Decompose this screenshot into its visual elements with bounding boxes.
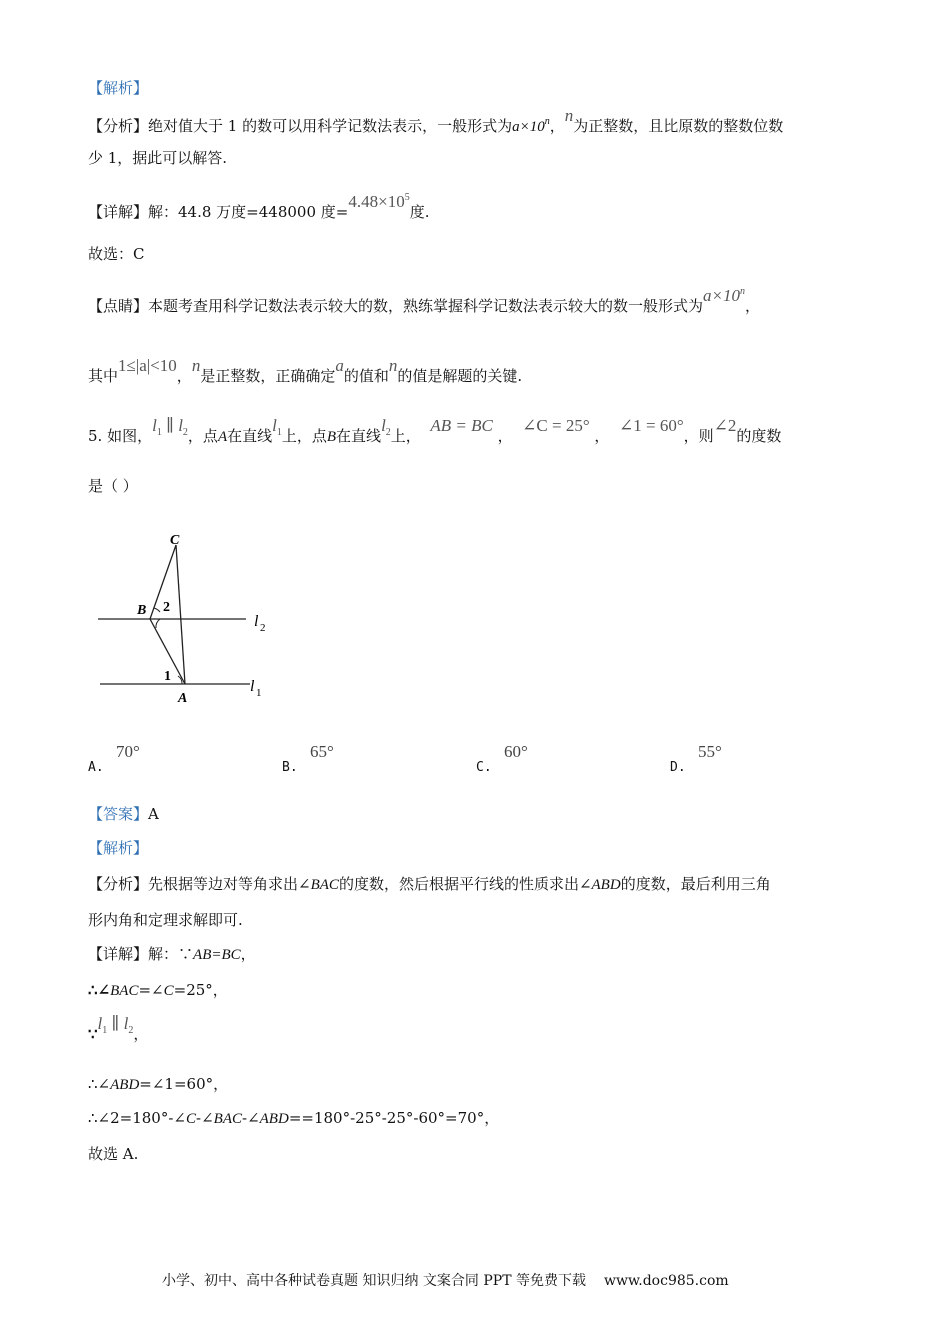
footer-text: 小学、初中、高中各种试卷真题 知识归纳 文案合同 PPT 等免费下载 bbox=[162, 1273, 586, 1289]
final-answer: 故选 A. bbox=[88, 1145, 139, 1163]
question-5-stem-2: 是（ ） bbox=[88, 477, 138, 495]
answer-value: A bbox=[148, 805, 159, 823]
detail-label: 【详解】 bbox=[88, 203, 149, 221]
key-point-line-2: 其中1≤|a|<10，n是正整数，正确确定a的值和n的值是解题的关键. bbox=[88, 356, 523, 385]
label-l2-sub: 2 bbox=[260, 622, 266, 634]
detail-step-5: ∴∠2=180°-∠C-∠BAC-∠ABD==180°-25°-25°-60°=70°， bbox=[88, 1109, 500, 1127]
detail-step-1: 【详解】解：∵AB=BC， bbox=[88, 945, 256, 963]
answer-line bbox=[88, 804, 159, 824]
analysis-label: 【分析】 bbox=[88, 117, 149, 135]
analysis-line-q5: 【分析】先根据等边对等角求出∠BAC的度数，然后根据平行线的性质求出∠ABD的度数，最后利用三角 bbox=[88, 875, 771, 893]
analysis-line-2: 少 1，据此可以解答. bbox=[88, 149, 228, 167]
label-1: 1 bbox=[164, 669, 171, 684]
label-l2: l bbox=[254, 613, 259, 630]
label-l1: l bbox=[250, 678, 255, 695]
label-a: A bbox=[178, 691, 188, 706]
section-label-analysis-2: 【解析】 bbox=[88, 839, 149, 857]
key-point-line: 【点睛】本题考查用科学记数法表示较大的数，熟练掌握科学记数法表示较大的数一般形式为$a\times 10^n$， bbox=[88, 286, 761, 315]
formula: 4.48×10 bbox=[348, 192, 405, 211]
detail-step-2: ∴∠BAC=∠C=25°， bbox=[88, 981, 228, 999]
page-footer bbox=[162, 1270, 729, 1290]
detail-step-3: $\because l^1$ ∥ $l^2$， bbox=[88, 1014, 149, 1043]
detail-step-4: ∴∠ABD=∠1=60°， bbox=[88, 1075, 229, 1093]
label-2: 2 bbox=[163, 600, 170, 615]
detail-line: 【详解】解：44.8 万度=448000 度$=4.48\times 10^5$度. bbox=[88, 192, 430, 221]
answer-label: 【答案】 bbox=[88, 805, 149, 823]
question-5-stem: 5. 如图，$l^1$ ∥ $l^2$，点A在直线$l^1$上，点B在直线$l^2$上， AB = BC ， ∠C = 25° ， ∠1 = 60°，则∠2的度数 bbox=[88, 416, 782, 445]
formula: a×10 bbox=[703, 286, 741, 305]
analysis-line: 【分析】绝对值大于 1 的数可以用科学记数法表示，一般形式为$a\times 10^n$，n为正整数，且比原数的整数位数 bbox=[88, 106, 784, 135]
geometry-figure bbox=[90, 528, 290, 708]
segment-ca bbox=[176, 545, 185, 684]
condition-ab-bc: AB = BC bbox=[430, 416, 493, 435]
answer-choice-line: 故选：C bbox=[88, 245, 145, 263]
label-c: C bbox=[170, 533, 180, 548]
label-l1-sub: 1 bbox=[256, 687, 262, 699]
angle-b-arc bbox=[156, 619, 160, 628]
analysis-line-q5-2: 形内角和定理求解即可. bbox=[88, 911, 243, 929]
range-formula: 1≤|a|<10 bbox=[118, 356, 177, 375]
angle-2-arc bbox=[154, 608, 160, 612]
footer-url[interactable]: www.doc985.com bbox=[603, 1273, 729, 1289]
condition-angle-c: ∠C = 25° bbox=[522, 416, 590, 435]
section-label-analysis: 【解析】 bbox=[88, 79, 149, 97]
key-point-label: 【点睛】 bbox=[88, 297, 149, 315]
label-b: B bbox=[137, 603, 147, 618]
formula: a×10 bbox=[512, 119, 545, 135]
condition-angle-1: ∠1 = 60° bbox=[618, 416, 684, 435]
